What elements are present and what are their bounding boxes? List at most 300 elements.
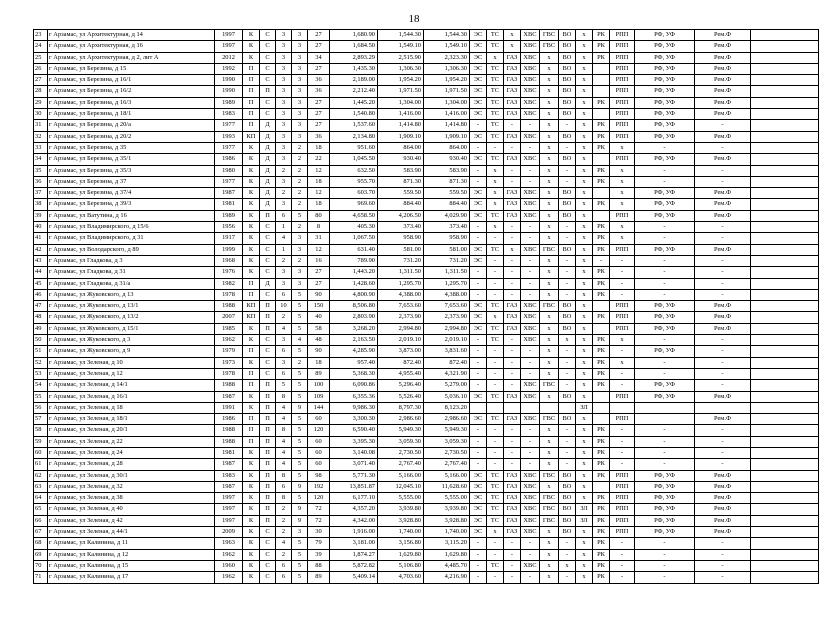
table-cell: 89 [308, 572, 330, 583]
table-cell: - [521, 538, 540, 549]
table-cell: П [260, 323, 276, 334]
address-cell: г Арзамас, ул Калинина, д 15 [48, 560, 215, 571]
table-cell: РФ, УФ [635, 41, 695, 52]
table-cell: ВО [559, 188, 576, 199]
table-cell: ХВС [521, 210, 540, 221]
table-cell: РФ, УФ [635, 109, 695, 120]
table-cell: КП [243, 312, 260, 323]
table-cell: К [243, 52, 260, 63]
table-cell: К [243, 493, 260, 504]
table-cell: 864.00 [378, 142, 424, 153]
table-cell [751, 222, 819, 233]
table-cell: 603.70 [330, 188, 378, 199]
table-cell: х [576, 109, 593, 120]
table-cell: ВО [559, 493, 576, 504]
table-cell: РФ, УФ [635, 301, 695, 312]
address-cell: г Арзамас, ул Березина, д 20/2 [48, 131, 215, 142]
table-cell: х [576, 120, 593, 131]
table-cell: К [243, 549, 260, 560]
table-cell: РК [593, 120, 610, 131]
table-cell: ХВС [521, 199, 540, 210]
table-cell: - [559, 267, 576, 278]
table-cell: ВО [559, 210, 576, 221]
table-cell: 1978 [215, 289, 243, 300]
table-cell: 1,680.90 [330, 30, 378, 41]
row-number-cell: 48 [34, 312, 48, 323]
table-cell: ГВС [540, 470, 559, 481]
table-cell: К [243, 142, 260, 153]
address-cell: г Арзамас, ул Зеленая, д 42 [48, 515, 215, 526]
table-cell: 1981 [215, 199, 243, 210]
table-cell: ГАЗ [504, 481, 521, 492]
table-cell: 2 [276, 515, 292, 526]
row-number-cell: 29 [34, 97, 48, 108]
table-cell: 3 [276, 30, 292, 41]
table-cell: - [504, 459, 521, 470]
table-cell: - [504, 447, 521, 458]
table-cell: РК [593, 97, 610, 108]
table-cell: 3 [292, 52, 308, 63]
table-cell: ВО [559, 301, 576, 312]
table-cell: - [695, 289, 751, 300]
table-cell: КП [243, 131, 260, 142]
table-cell: 1985 [215, 323, 243, 334]
table-cell: Рем.Ф [695, 244, 751, 255]
table-cell: РК [593, 380, 610, 391]
table-cell [751, 323, 819, 334]
table-cell: ВО [559, 515, 576, 526]
address-cell: г Арзамас, ул Березина, д 35/1 [48, 154, 215, 165]
row-number-cell: 55 [34, 391, 48, 402]
table-cell: 871.30 [424, 176, 470, 187]
table-cell: 5,555.00 [378, 493, 424, 504]
row-number-cell: 65 [34, 504, 48, 515]
row-number-cell: 49 [34, 323, 48, 334]
table-cell: 2,986.60 [378, 414, 424, 425]
table-cell: Рем.Ф [695, 515, 751, 526]
address-cell: г Арзамас, ул Зеленая, д 10 [48, 357, 215, 368]
table-cell: П [243, 414, 260, 425]
table-cell [751, 188, 819, 199]
table-cell: - [504, 368, 521, 379]
table-cell: РК [593, 549, 610, 560]
row-number-cell: 42 [34, 244, 48, 255]
table-cell: К [243, 188, 260, 199]
table-cell: ГАЗ [504, 154, 521, 165]
table-cell: ГВС [540, 515, 559, 526]
table-cell [593, 210, 610, 221]
table-cell: 5 [292, 289, 308, 300]
table-cell: РФ, УФ [635, 380, 695, 391]
table-cell: х [576, 244, 593, 255]
table-cell: - [610, 267, 635, 278]
table-cell: ВО [559, 97, 576, 108]
table-cell: 1,544.30 [378, 30, 424, 41]
table-cell: 3,059.30 [424, 436, 470, 447]
table-cell: - [635, 222, 695, 233]
table-cell: х [576, 222, 593, 233]
table-cell: 3 [292, 233, 308, 244]
table-cell: - [610, 549, 635, 560]
table-row [34, 188, 819, 199]
table-row [34, 335, 819, 346]
table-cell: 2,134.80 [330, 131, 378, 142]
table-cell: 581.00 [378, 244, 424, 255]
table-cell: х [540, 549, 559, 560]
table-cell [635, 402, 695, 413]
table-cell: ВО [559, 244, 576, 255]
table-cell: ХВС [521, 97, 540, 108]
row-number-cell: 56 [34, 402, 48, 413]
table-cell: - [695, 346, 751, 357]
table-cell: х [576, 75, 593, 86]
address-cell: г Арзамас, ул Березина, д 37/4 [48, 188, 215, 199]
table-cell: ГАЗ [504, 515, 521, 526]
table-cell: 72 [308, 515, 330, 526]
table-row [34, 109, 819, 120]
table-cell: РФ, УФ [635, 323, 695, 334]
table-cell: х [487, 176, 504, 187]
table-cell: 27 [308, 41, 330, 52]
table-cell: 9 [292, 402, 308, 413]
table-cell: РПП [610, 30, 635, 41]
table-cell: П [260, 380, 276, 391]
table-cell: ЭС [470, 244, 487, 255]
table-cell: 1,435.30 [330, 63, 378, 74]
table-cell: РК [593, 527, 610, 538]
table-cell: х [610, 233, 635, 244]
table-cell: РПП [610, 210, 635, 221]
table-cell: 3 [276, 131, 292, 142]
table-cell: П [260, 436, 276, 447]
row-number-cell: 60 [34, 447, 48, 458]
table-cell: х [540, 222, 559, 233]
table-cell: РК [593, 425, 610, 436]
table-cell: Д [260, 199, 276, 210]
table-cell: - [559, 165, 576, 176]
table-cell: ХВС [521, 414, 540, 425]
table-cell: 3,928.80 [378, 515, 424, 526]
table-cell: 31 [308, 233, 330, 244]
table-cell: х [487, 188, 504, 199]
table-cell: 90 [308, 346, 330, 357]
table-cell: 1988 [215, 436, 243, 447]
table-cell: ТС [487, 470, 504, 481]
table-cell: - [504, 436, 521, 447]
table-cell: П [260, 301, 276, 312]
table-cell: К [243, 222, 260, 233]
table-cell: 5 [292, 391, 308, 402]
table-cell: РК [593, 335, 610, 346]
table-cell: - [487, 142, 504, 153]
address-cell: г Арзамас, ул Зеленая, д 18 [48, 402, 215, 413]
table-cell: - [559, 176, 576, 187]
table-cell: х [540, 176, 559, 187]
table-cell: - [695, 267, 751, 278]
table-cell: ГАЗ [504, 527, 521, 538]
table-cell: 2,019.10 [378, 335, 424, 346]
table-cell: - [695, 538, 751, 549]
table-cell: ВО [559, 154, 576, 165]
table-cell: 6 [276, 210, 292, 221]
table-cell: - [635, 142, 695, 153]
table-row [34, 142, 819, 153]
table-cell: 3 [292, 30, 308, 41]
table-cell: х [540, 289, 559, 300]
address-cell: г Арзамас, ул Березина, д 16/2 [48, 86, 215, 97]
table-cell: 144 [308, 402, 330, 413]
table-cell: - [487, 357, 504, 368]
table-cell: Рем.Ф [695, 323, 751, 334]
table-cell: - [504, 335, 521, 346]
table-cell: 2 [276, 255, 292, 266]
table-cell: х [540, 109, 559, 120]
table-cell: 871.30 [378, 176, 424, 187]
table-row [34, 504, 819, 515]
table-cell: РПП [610, 515, 635, 526]
table-cell: ХВС [521, 391, 540, 402]
table-cell [593, 323, 610, 334]
table-cell [751, 560, 819, 571]
table-cell: ХВС [521, 154, 540, 165]
table-cell: РФ, УФ [635, 470, 695, 481]
table-cell: х [540, 165, 559, 176]
table-cell: ТС [487, 244, 504, 255]
table-cell [751, 210, 819, 221]
table-cell: 12 [308, 244, 330, 255]
table-cell: ТС [487, 515, 504, 526]
table-cell: 5 [292, 425, 308, 436]
table-cell: 4,342.00 [330, 515, 378, 526]
table-cell: Д [260, 120, 276, 131]
table-cell: 1997 [215, 515, 243, 526]
table-cell: 1997 [215, 504, 243, 515]
table-cell: 2 [292, 142, 308, 153]
table-cell: ЭС [470, 301, 487, 312]
table-cell: х [576, 346, 593, 357]
table-cell [751, 481, 819, 492]
table-cell: РПП [610, 493, 635, 504]
table-cell: Д [260, 142, 276, 153]
table-cell: 5 [292, 560, 308, 571]
table-row [34, 346, 819, 357]
table-row [34, 481, 819, 492]
table-cell: 1,306.30 [424, 63, 470, 74]
table-cell: С [260, 357, 276, 368]
table-cell: - [470, 278, 487, 289]
table-cell: РК [593, 278, 610, 289]
page-number: 18 [408, 13, 420, 25]
table-cell: - [695, 368, 751, 379]
table-cell: ХВС [521, 335, 540, 346]
table-row [34, 30, 819, 41]
table-row [34, 244, 819, 255]
table-cell: - [470, 165, 487, 176]
table-cell: х [576, 425, 593, 436]
table-cell: РК [593, 289, 610, 300]
table-cell: ГАЗ [504, 97, 521, 108]
table-cell: 3 [292, 86, 308, 97]
table-cell: - [695, 549, 751, 560]
table-cell: 12 [308, 188, 330, 199]
table-cell: 5,949.30 [424, 425, 470, 436]
table-cell: ЭС [470, 131, 487, 142]
table-cell: РПП [610, 414, 635, 425]
table-cell: 18 [308, 199, 330, 210]
table-cell: Рем.Ф [695, 109, 751, 120]
table-cell: - [470, 560, 487, 571]
table-cell: 4,388.00 [424, 289, 470, 300]
address-cell: г Арзамас, ул Березина, д 15 [48, 63, 215, 74]
table-cell: х [540, 120, 559, 131]
table-cell: 3,181.00 [330, 538, 378, 549]
table-cell: х [576, 165, 593, 176]
table-cell: 1,684.50 [330, 41, 378, 52]
table-cell: К [243, 560, 260, 571]
table-cell: х [540, 142, 559, 153]
table-cell: 5 [292, 470, 308, 481]
table-cell: 1980 [215, 165, 243, 176]
table-cell: РК [593, 222, 610, 233]
table-cell: - [521, 447, 540, 458]
table-cell: ЭС [470, 493, 487, 504]
address-cell: г Арзамас, ул Жуковского, д 13/2 [48, 312, 215, 323]
table-cell: 27 [308, 120, 330, 131]
table-cell: 1,916.00 [330, 527, 378, 538]
table-cell: 4,485.70 [424, 560, 470, 571]
table-cell: 583.90 [424, 165, 470, 176]
table-cell: - [504, 142, 521, 153]
table-cell: - [504, 549, 521, 560]
table-cell: - [610, 572, 635, 583]
table-cell: - [470, 436, 487, 447]
table-cell: 4,658.50 [330, 210, 378, 221]
row-number-cell: 24 [34, 41, 48, 52]
table-cell: 1962 [215, 572, 243, 583]
table-cell: ГАЗ [504, 199, 521, 210]
table-cell: - [695, 255, 751, 266]
table-cell: - [559, 368, 576, 379]
table-cell: С [260, 97, 276, 108]
table-cell: С [260, 368, 276, 379]
table-cell: 1973 [215, 357, 243, 368]
table-cell: х [576, 572, 593, 583]
table-cell [751, 142, 819, 153]
table-cell: П [260, 414, 276, 425]
table-cell [593, 414, 610, 425]
table-cell: 5,106.80 [378, 560, 424, 571]
table-cell: Рем.Ф [695, 301, 751, 312]
table-cell: х [576, 301, 593, 312]
table-cell: 1991 [215, 402, 243, 413]
table-cell: х [576, 289, 593, 300]
table-cell: - [504, 267, 521, 278]
table-cell: 1 [276, 222, 292, 233]
table-cell: х [540, 131, 559, 142]
table-cell: - [470, 222, 487, 233]
table-cell: х [576, 267, 593, 278]
table-cell: 3,140.08 [330, 447, 378, 458]
table-cell: 631.40 [330, 244, 378, 255]
table-cell: - [487, 346, 504, 357]
table-cell [751, 312, 819, 323]
table-cell: ЭС [470, 527, 487, 538]
table-cell: ХВС [521, 41, 540, 52]
table-cell: 2,515.90 [378, 52, 424, 63]
table-cell: 1,954.20 [378, 75, 424, 86]
table-cell: 1,629.80 [424, 549, 470, 560]
table-cell: - [695, 233, 751, 244]
table-cell [751, 52, 819, 63]
table-cell: РФ, УФ [635, 52, 695, 63]
table-cell: 2,730.50 [378, 447, 424, 458]
table-row [34, 222, 819, 233]
table-cell: 5 [292, 380, 308, 391]
table-cell: С [260, 244, 276, 255]
address-cell: г Арзамас, ул Гладкова, д 31/а [48, 278, 215, 289]
table-cell: 1986 [215, 154, 243, 165]
table-cell: 958.90 [424, 233, 470, 244]
table-cell: ГВС [540, 30, 559, 41]
row-number-cell: 64 [34, 493, 48, 504]
table-cell: - [559, 278, 576, 289]
table-cell: 1,971.50 [424, 86, 470, 97]
table-cell: 79 [308, 538, 330, 549]
table-cell: 48 [308, 335, 330, 346]
table-cell: - [635, 436, 695, 447]
table-cell: х [540, 75, 559, 86]
row-number-cell: 54 [34, 380, 48, 391]
table-cell: 2 [292, 199, 308, 210]
table-cell: ХВС [521, 109, 540, 120]
table-cell: 2,767.40 [424, 459, 470, 470]
table-cell: 2 [276, 549, 292, 560]
table-cell: 969.60 [330, 199, 378, 210]
table-cell: П [243, 75, 260, 86]
table-cell: х [610, 176, 635, 187]
table-cell: 1992 [215, 63, 243, 74]
table-cell: - [635, 549, 695, 560]
table-cell: 5 [292, 447, 308, 458]
table-cell: ХВС [521, 515, 540, 526]
table-cell: ЭС [470, 312, 487, 323]
table-cell: 864.00 [424, 142, 470, 153]
table-row [34, 75, 819, 86]
table-cell: К [243, 357, 260, 368]
table-cell: ГАЗ [504, 312, 521, 323]
table-cell: РК [593, 346, 610, 357]
address-cell: г Арзамас, ул Березина, д 16/3 [48, 97, 215, 108]
table-cell: 5 [292, 549, 308, 560]
table-cell: ВО [559, 481, 576, 492]
table-cell: ХВС [521, 188, 540, 199]
table-cell: РФ, УФ [635, 131, 695, 142]
table-row [34, 447, 819, 458]
table-cell: С [260, 63, 276, 74]
table-cell: 5 [292, 436, 308, 447]
table-cell: ЭС [470, 41, 487, 52]
table-cell: 9 [292, 504, 308, 515]
table-cell: х [576, 188, 593, 199]
table-cell: 872.40 [424, 357, 470, 368]
table-cell: 109 [308, 391, 330, 402]
table-cell: 1956 [215, 222, 243, 233]
table-cell: П [260, 447, 276, 458]
table-cell: - [635, 165, 695, 176]
table-cell: х [559, 560, 576, 571]
table-cell: РК [593, 131, 610, 142]
table-cell: - [695, 459, 751, 470]
